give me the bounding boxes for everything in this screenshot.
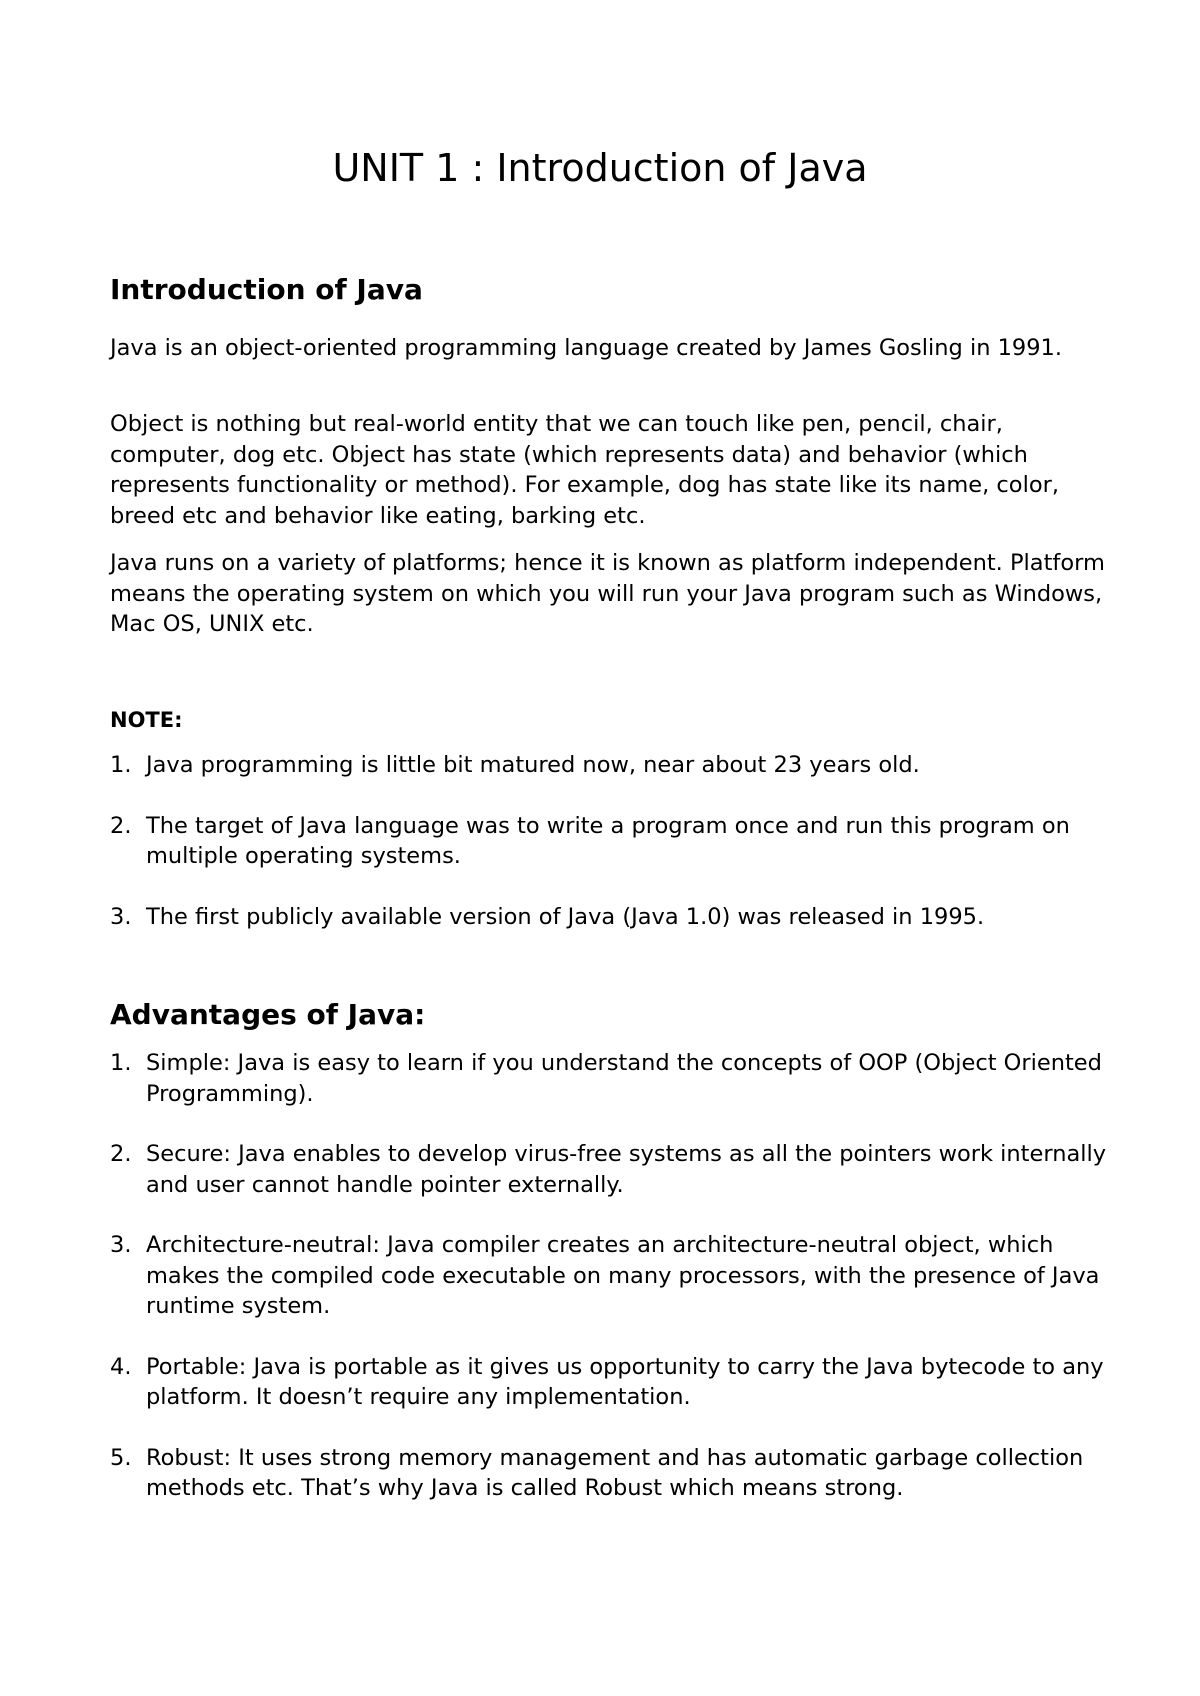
list-item-text: Secure: Java enables to develop virus-free systems as all the pointers work internally and user cannot handle pointer externally.: [146, 1141, 1107, 1198]
list-item-text: Robust: It uses strong memory management and has automatic garbage collection methods etc. That’s why Java is called Robust which means strong.: [146, 1444, 1084, 1501]
intro-paragraph: Java is an object-oriented programming language created by James Gosling in 1991.: [110, 335, 1063, 361]
note-label: NOTE:: [110, 708, 183, 732]
list-item-text: Java programming is little bit matured now, near about 23 years old.: [146, 752, 920, 778]
list-item: [110, 750, 1120, 781]
list-item: [110, 1352, 1120, 1413]
list-item: [110, 1443, 1120, 1504]
list-item: [110, 811, 1120, 872]
list-number: 1.: [110, 752, 132, 778]
note-list: [110, 750, 1120, 962]
list-number: 3.: [110, 1232, 132, 1258]
list-number: 2.: [110, 1141, 132, 1167]
document-title: UNIT 1 : Introduction of Java: [332, 146, 868, 190]
advantages-list: [110, 1048, 1120, 1534]
list-item: [110, 1048, 1120, 1109]
list-item: [110, 1230, 1120, 1322]
list-number: 4.: [110, 1353, 132, 1380]
intro-paragraph: Java runs on a variety of platforms; hence it is known as platform independent. Platform means the operating system on which you will run your Java program such as Windows, Mac OS, UNIX etc.: [110, 550, 1105, 637]
list-number: 2.: [110, 812, 132, 839]
intro-paragraph: Object is nothing but real-world entity that we can touch like pen, pencil, chair, computer, dog etc. Object has state (which represents data) and behavior (which represents functionality or method). For example, dog has state like its name, color, breed etc and behavior like eating, barking etc.: [110, 411, 1059, 529]
list-number: 5.: [110, 1444, 132, 1471]
list-item-text: The target of Java language was to write a program once and run this program on multiple operating systems.: [146, 812, 1070, 869]
section-heading-advantages: Advantages of Java:: [110, 998, 426, 1031]
list-number: 3.: [110, 903, 132, 930]
list-item-text: Portable: Java is portable as it gives us opportunity to carry the Java bytecode to any platform. It doesn’t require any implementation.: [146, 1353, 1104, 1410]
list-item-text: Architecture-neutral: Java compiler creates an architecture-neutral object, which makes the compiled code executable on many processors, with the presence of Java runtime system.: [146, 1232, 1100, 1319]
list-item-text: The first publicly available version of Java (Java 1.0) was released in 1995.: [146, 903, 985, 930]
section-heading-introduction: Introduction of Java: [110, 273, 423, 306]
list-item: [110, 1139, 1120, 1200]
list-number: 1.: [110, 1050, 132, 1076]
list-item-text: Simple: Java is easy to learn if you understand the concepts of OOP (Object Oriented Programming).: [146, 1050, 1102, 1107]
list-item: [110, 902, 1120, 933]
